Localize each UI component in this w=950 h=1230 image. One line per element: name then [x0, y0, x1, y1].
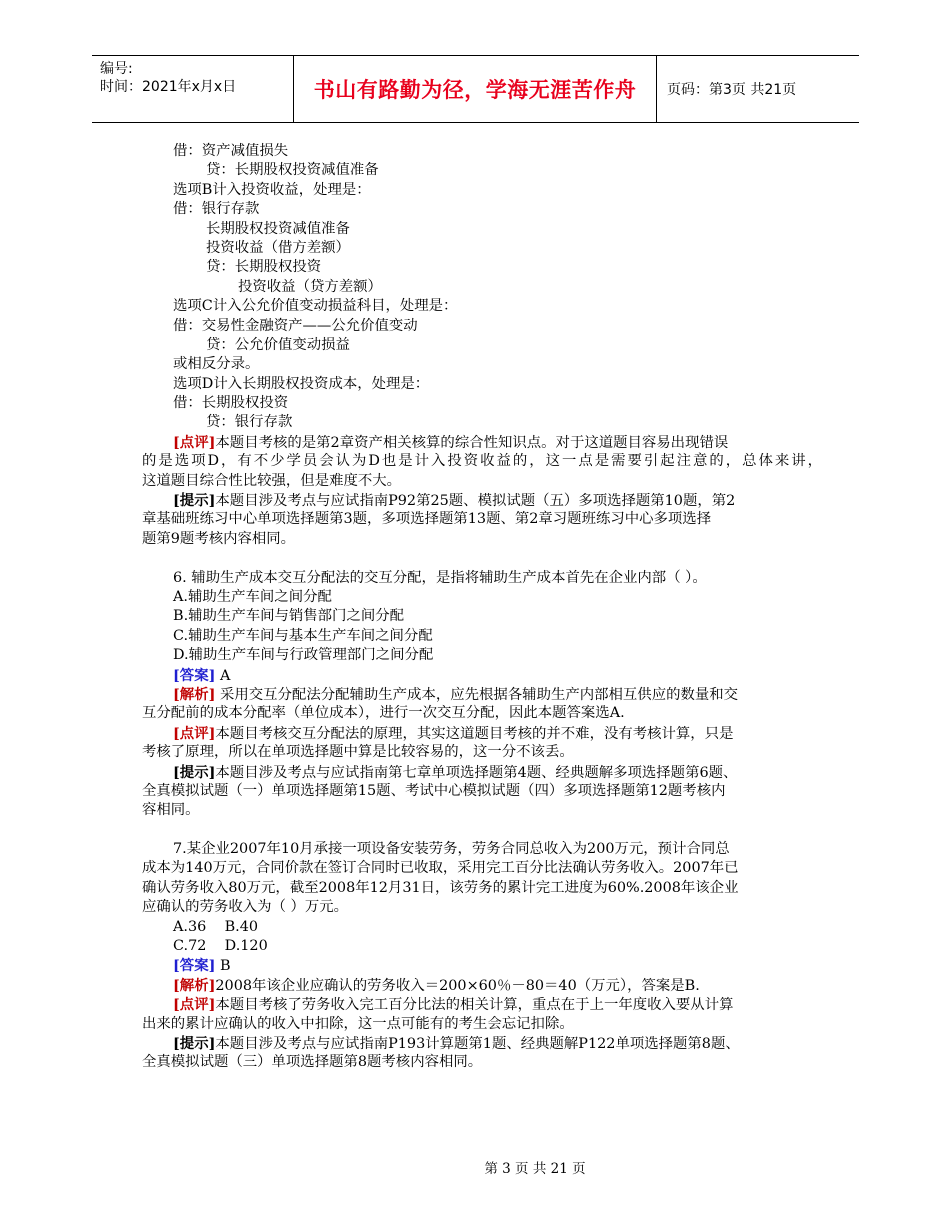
text-span: B [215, 958, 231, 975]
text-span: 本题目涉及考点与应试指南第七章单项选择题第4题、经典题解多项选择题第6题、 [215, 764, 738, 781]
text-span: 本题目涉及考点与应试指南P92第25题、模拟试题（五）多项选择题第10题，第2 [215, 493, 736, 510]
hint-paragraph [142, 763, 822, 782]
comment-paragraph [142, 433, 822, 452]
text-line: 选项C计入公允价值变动损益科目，处理是： [173, 298, 458, 315]
text-span: 采用交互分配法分配辅助生产成本，应先根据各辅助生产内部相互供应的数量和交 [215, 686, 739, 703]
answer-line [142, 666, 822, 685]
spacer [142, 821, 822, 840]
text-line: 出来的累计应确认的收入中扣除，这一点可能有的考生会忘记扣除。 [142, 1015, 574, 1032]
comment-tag: [点评] [173, 996, 216, 1014]
option-a: A.辅助生产车间之间分配 [173, 588, 332, 605]
page-header [92, 55, 859, 123]
text-line: 全真模拟试题（三）单项选择题第8题考核内容相同。 [142, 1054, 483, 1071]
hint-tag: [提示] [173, 492, 216, 510]
analysis-paragraph [142, 685, 822, 704]
header-motto: 书山有路勤为径，学海无涯苦作舟 [313, 78, 637, 102]
text-line: 成本为140万元，合同价款在签订合同时已收取，采用完工百分比法确认劳务收入。2007年已 [142, 860, 739, 877]
question-6: 6. 辅助生产成本交互分配法的交互分配，是指将辅助生产成本首先在企业内部（ ）。 [173, 569, 707, 586]
text-line: 贷：长期股权投资 [206, 259, 322, 276]
text-line: 互分配前的成本分配率（单位成本），进行一次交互分配，因此本题答案选A. [142, 705, 625, 722]
option-c: C.辅助生产车间与基本生产车间之间分配 [173, 627, 433, 644]
answer-line [142, 956, 822, 975]
text-line: 借：交易性金融资产——公允价值变动 [173, 317, 418, 334]
analysis-tag: [解析] [173, 976, 216, 994]
text-line: 应确认的劳务收入为（ ）万元。 [142, 899, 349, 916]
text-line: 全真模拟试题（一）单项选择题第15题、考试中心模拟试题（四）多项选择题第12题考核内 [142, 782, 726, 799]
options-cd: C.72 D.120 [173, 938, 268, 955]
hint-paragraph [142, 1034, 822, 1053]
header-page-cell [657, 56, 796, 122]
answer-tag: [答案] [173, 666, 216, 684]
spacer [142, 549, 822, 568]
header-meta [92, 56, 294, 122]
document-time-label: 时间：2021年x月x日 [100, 79, 237, 95]
text-line: 投资收益（贷方差额） [238, 278, 382, 295]
hint-tag: [提示] [173, 763, 216, 781]
analysis-paragraph [142, 976, 822, 995]
text-line: 这道题目综合性比较强，但是难度不大。 [142, 472, 402, 489]
document-number-label: 编号: [100, 61, 133, 77]
text-line: 长期股权投资减值准备 [206, 220, 350, 237]
text-line: 贷：银行存款 [206, 414, 293, 431]
text-span: 本题目考核了劳务收入完工百分比法的相关计算，重点在于上一年度收入要从计算 [215, 997, 734, 1014]
hint-tag: [提示] [173, 1034, 216, 1052]
text-span: 本题目考核交互分配法的原理，其实这道题目考核的并不难，没有考核计算，只是 [215, 725, 734, 742]
analysis-tag: [解析] [173, 685, 216, 703]
question-7: 7.某企业2007年10月承接一项设备安装劳务，劳务合同总收入为200万元，预计合同总 [173, 841, 730, 858]
comment-paragraph [142, 724, 822, 743]
text-line: 借：银行存款 [173, 201, 260, 218]
text-line: 贷：长期股权投资减值准备 [206, 162, 379, 179]
comment-paragraph [142, 995, 822, 1014]
text-line: 的是选项D，有不少学员会认为D也是计入投资收益的，这一点是需要引起注意的，总体来讲， [142, 453, 822, 470]
text-span: 本题目考核的是第2章资产相关核算的综合性知识点。对于这道题目容易出现错误 [215, 434, 729, 451]
text-span: A [215, 667, 231, 684]
text-span: 2008年该企业应确认的劳务收入＝200×60％－80＝40（万元），答案是B. [215, 977, 700, 994]
comment-tag: [点评] [173, 433, 216, 451]
option-b: B.辅助生产车间与销售部门之间分配 [173, 608, 405, 625]
text-line: 或相反分录。 [173, 356, 260, 373]
text-line: 题第9题考核内容相同。 [142, 530, 296, 547]
options-ab: A.36 B.40 [173, 918, 259, 935]
text-line: 考核了原理，所以在单项选择题中算是比较容易的，这一分不该丢。 [142, 744, 574, 761]
text-line: 确认劳务收入80万元，截至2008年12月31日，该劳务的累计完工进度为60%.2008年该企业 [142, 879, 739, 896]
text-line: 借：长期股权投资 [173, 395, 289, 412]
text-line: 选项B计入投资收益，处理是： [173, 181, 371, 198]
header-motto-cell [294, 56, 657, 122]
text-line: 选项D计入长期股权投资成本，处理是： [173, 375, 430, 392]
hint-paragraph [142, 491, 822, 510]
comment-tag: [点评] [173, 724, 216, 742]
text-line: 章基础班练习中心单项选择题第3题，多项选择题第13题、第2章习题班练习中心多项选择 [142, 511, 712, 528]
answer-tag: [答案] [173, 957, 216, 975]
text-line: 容相同。 [142, 802, 200, 819]
header-page-info: 页码：第3页 共21页 [667, 82, 797, 98]
page-footer: 第 3 页 共 21 页 [484, 1161, 586, 1177]
text-line: 贷：公允价值变动损益 [206, 336, 350, 353]
option-d: D.辅助生产车间与行政管理部门之间分配 [173, 647, 434, 664]
document-body [142, 142, 822, 1073]
text-line: 借：资产减值损失 [173, 143, 289, 159]
text-line: 投资收益（借方差额） [206, 239, 350, 256]
text-span: 本题目涉及考点与应试指南P193计算题第1题、经典题解P122单项选择题第8题、 [215, 1035, 740, 1052]
